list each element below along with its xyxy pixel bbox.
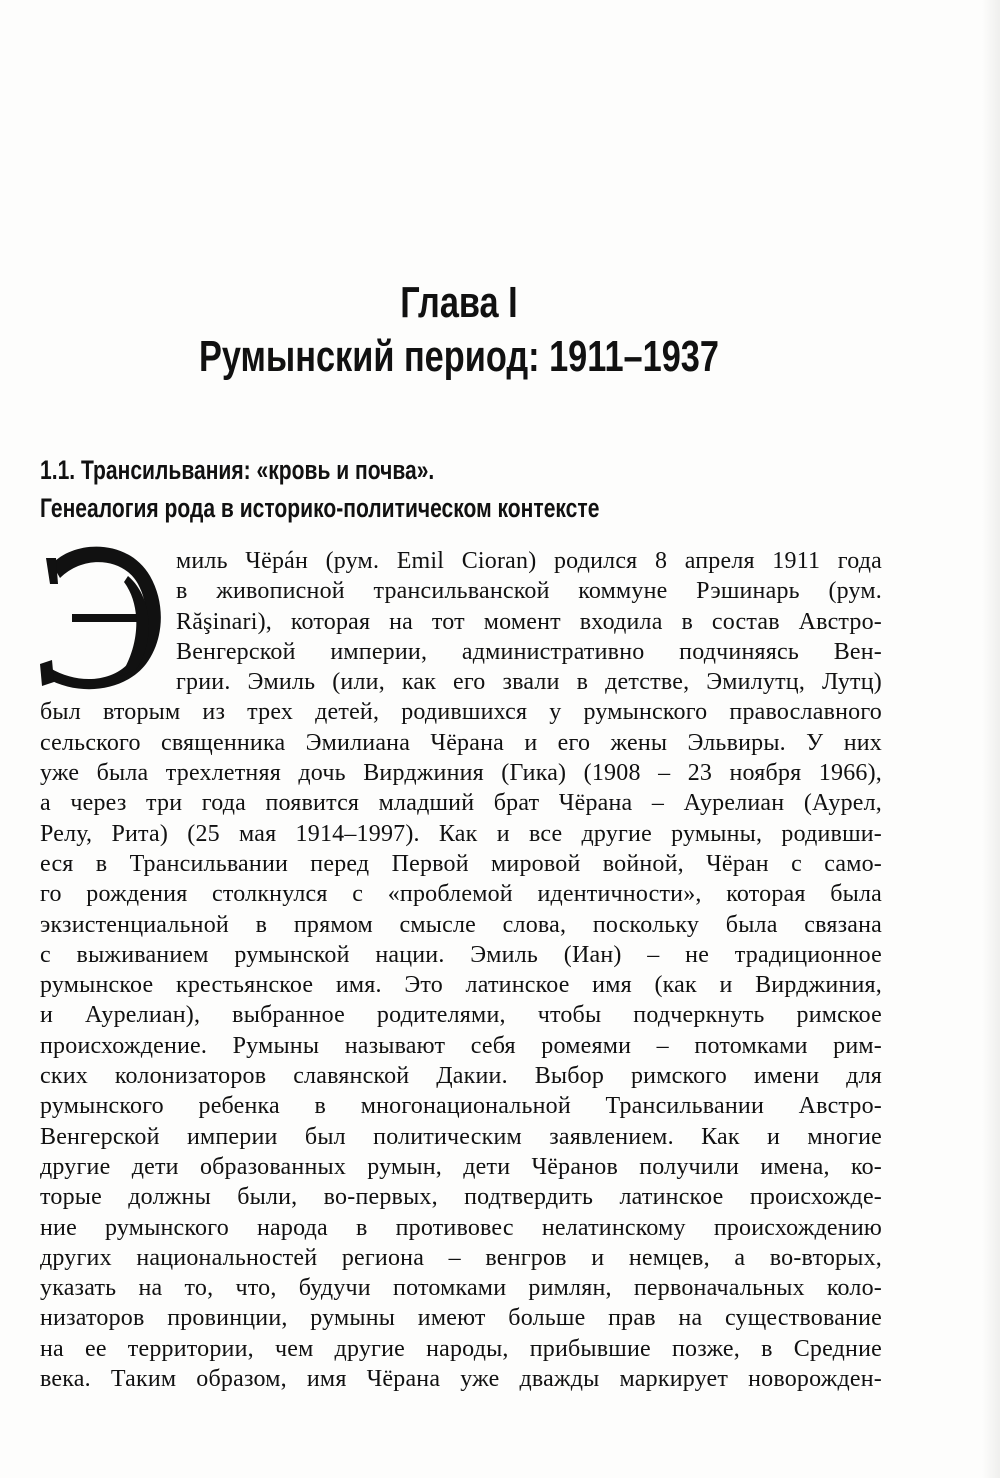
section-title-line-2: Генеалогия рода в историко-политическом контексте [40, 493, 600, 523]
body-line: других национальностей региона – венгров и немцев, а во-вторых, [40, 1244, 882, 1271]
body-line: в живописной трансильванской коммуне Рэшинарь (рум. [176, 578, 882, 605]
body-line: другие дети образованных румын, дети Чёранов получили имена, ко- [40, 1153, 882, 1180]
body-line: с выживанием румынской нации. Эмиль (Иан) – не традиционное [40, 941, 882, 968]
body-line: грии. Эмиль (или, как его звали в детстве, Эмилутц, Лутц) [176, 669, 882, 696]
body-line: миль Чёрáн (рум. Emil Cioran) родился 8 апреля 1911 года [176, 548, 882, 574]
body-line: сельского священника Эмилиана Чёрана и его жены Эльвиры. У них [40, 729, 882, 756]
page-edge-shadow [982, 0, 1000, 1478]
chapter-heading [101, 276, 817, 384]
body-line: на ее территории, чем другие народы, прибывшие позже, в Средние [40, 1335, 882, 1362]
body-line: происхождение. Румыны называют себя ромеями – потомками рим- [40, 1032, 882, 1059]
body-line: был вторым из трех детей, родившихся у румынского православного [40, 699, 882, 726]
body-line: Răşinari), которая на тот момент входила в состав Австро- [176, 608, 882, 635]
body-line: низаторов провинции, румыны имеют больше прав на существование [40, 1305, 882, 1332]
body-paragraph [40, 546, 882, 1394]
body-line: экзистенциальной в прямом смысле слова, поскольку была связана [40, 911, 882, 938]
body-line: и Аурелиан), выбранное родителями, чтобы подчеркнуть римское [40, 1002, 882, 1029]
chapter-title: Румынский период: 1911–1937 [199, 332, 719, 381]
body-line: го рождения столкнулся с «проблемой идентичности», которая была [40, 881, 882, 908]
body-line: румынское крестьянское имя. Это латинское имя (как и Вирджиния, [40, 972, 882, 999]
body-line: указать на то, что, будучи потомками римлян, первоначальных коло- [40, 1275, 882, 1302]
section-heading [40, 451, 867, 527]
section-title-line-1: 1.1. Трансильвания: «кровь и почва». [40, 455, 435, 485]
body-line: века. Таким образом, имя Чёрана уже дважды маркирует новорожден- [40, 1366, 882, 1393]
body-line: Венгерской империи был политическим заявлением. Как и многие [40, 1123, 882, 1150]
body-line: еся в Трансильвании перед Первой мировой войной, Чёран с само- [40, 850, 882, 877]
body-line: а через три года появится младший брат Чёрана – Аурелиан (Аурел, [40, 790, 882, 817]
body-line: ских колонизаторов славянской Дакии. Выбор римского имени для [40, 1063, 882, 1090]
body-line: Релу, Рита) (25 мая 1914–1997). Как и все другие румыны, родивши- [40, 820, 882, 847]
body-line: Венгерской империи, административно подчиняясь Вен- [176, 638, 882, 665]
chapter-label: Глава I [400, 278, 518, 327]
body-line: торые должны были, во-первых, подтвердить латинское происхожде- [40, 1184, 882, 1211]
body-line: румынского ребенка в многонациональной Трансильвании Австро- [40, 1093, 882, 1120]
body-line: ние румынского народа в противовес нелатинскому происхождению [40, 1214, 882, 1241]
body-line: уже была трехлетняя дочь Вирджиния (Гика) (1908 – 23 ноября 1966), [40, 760, 882, 787]
